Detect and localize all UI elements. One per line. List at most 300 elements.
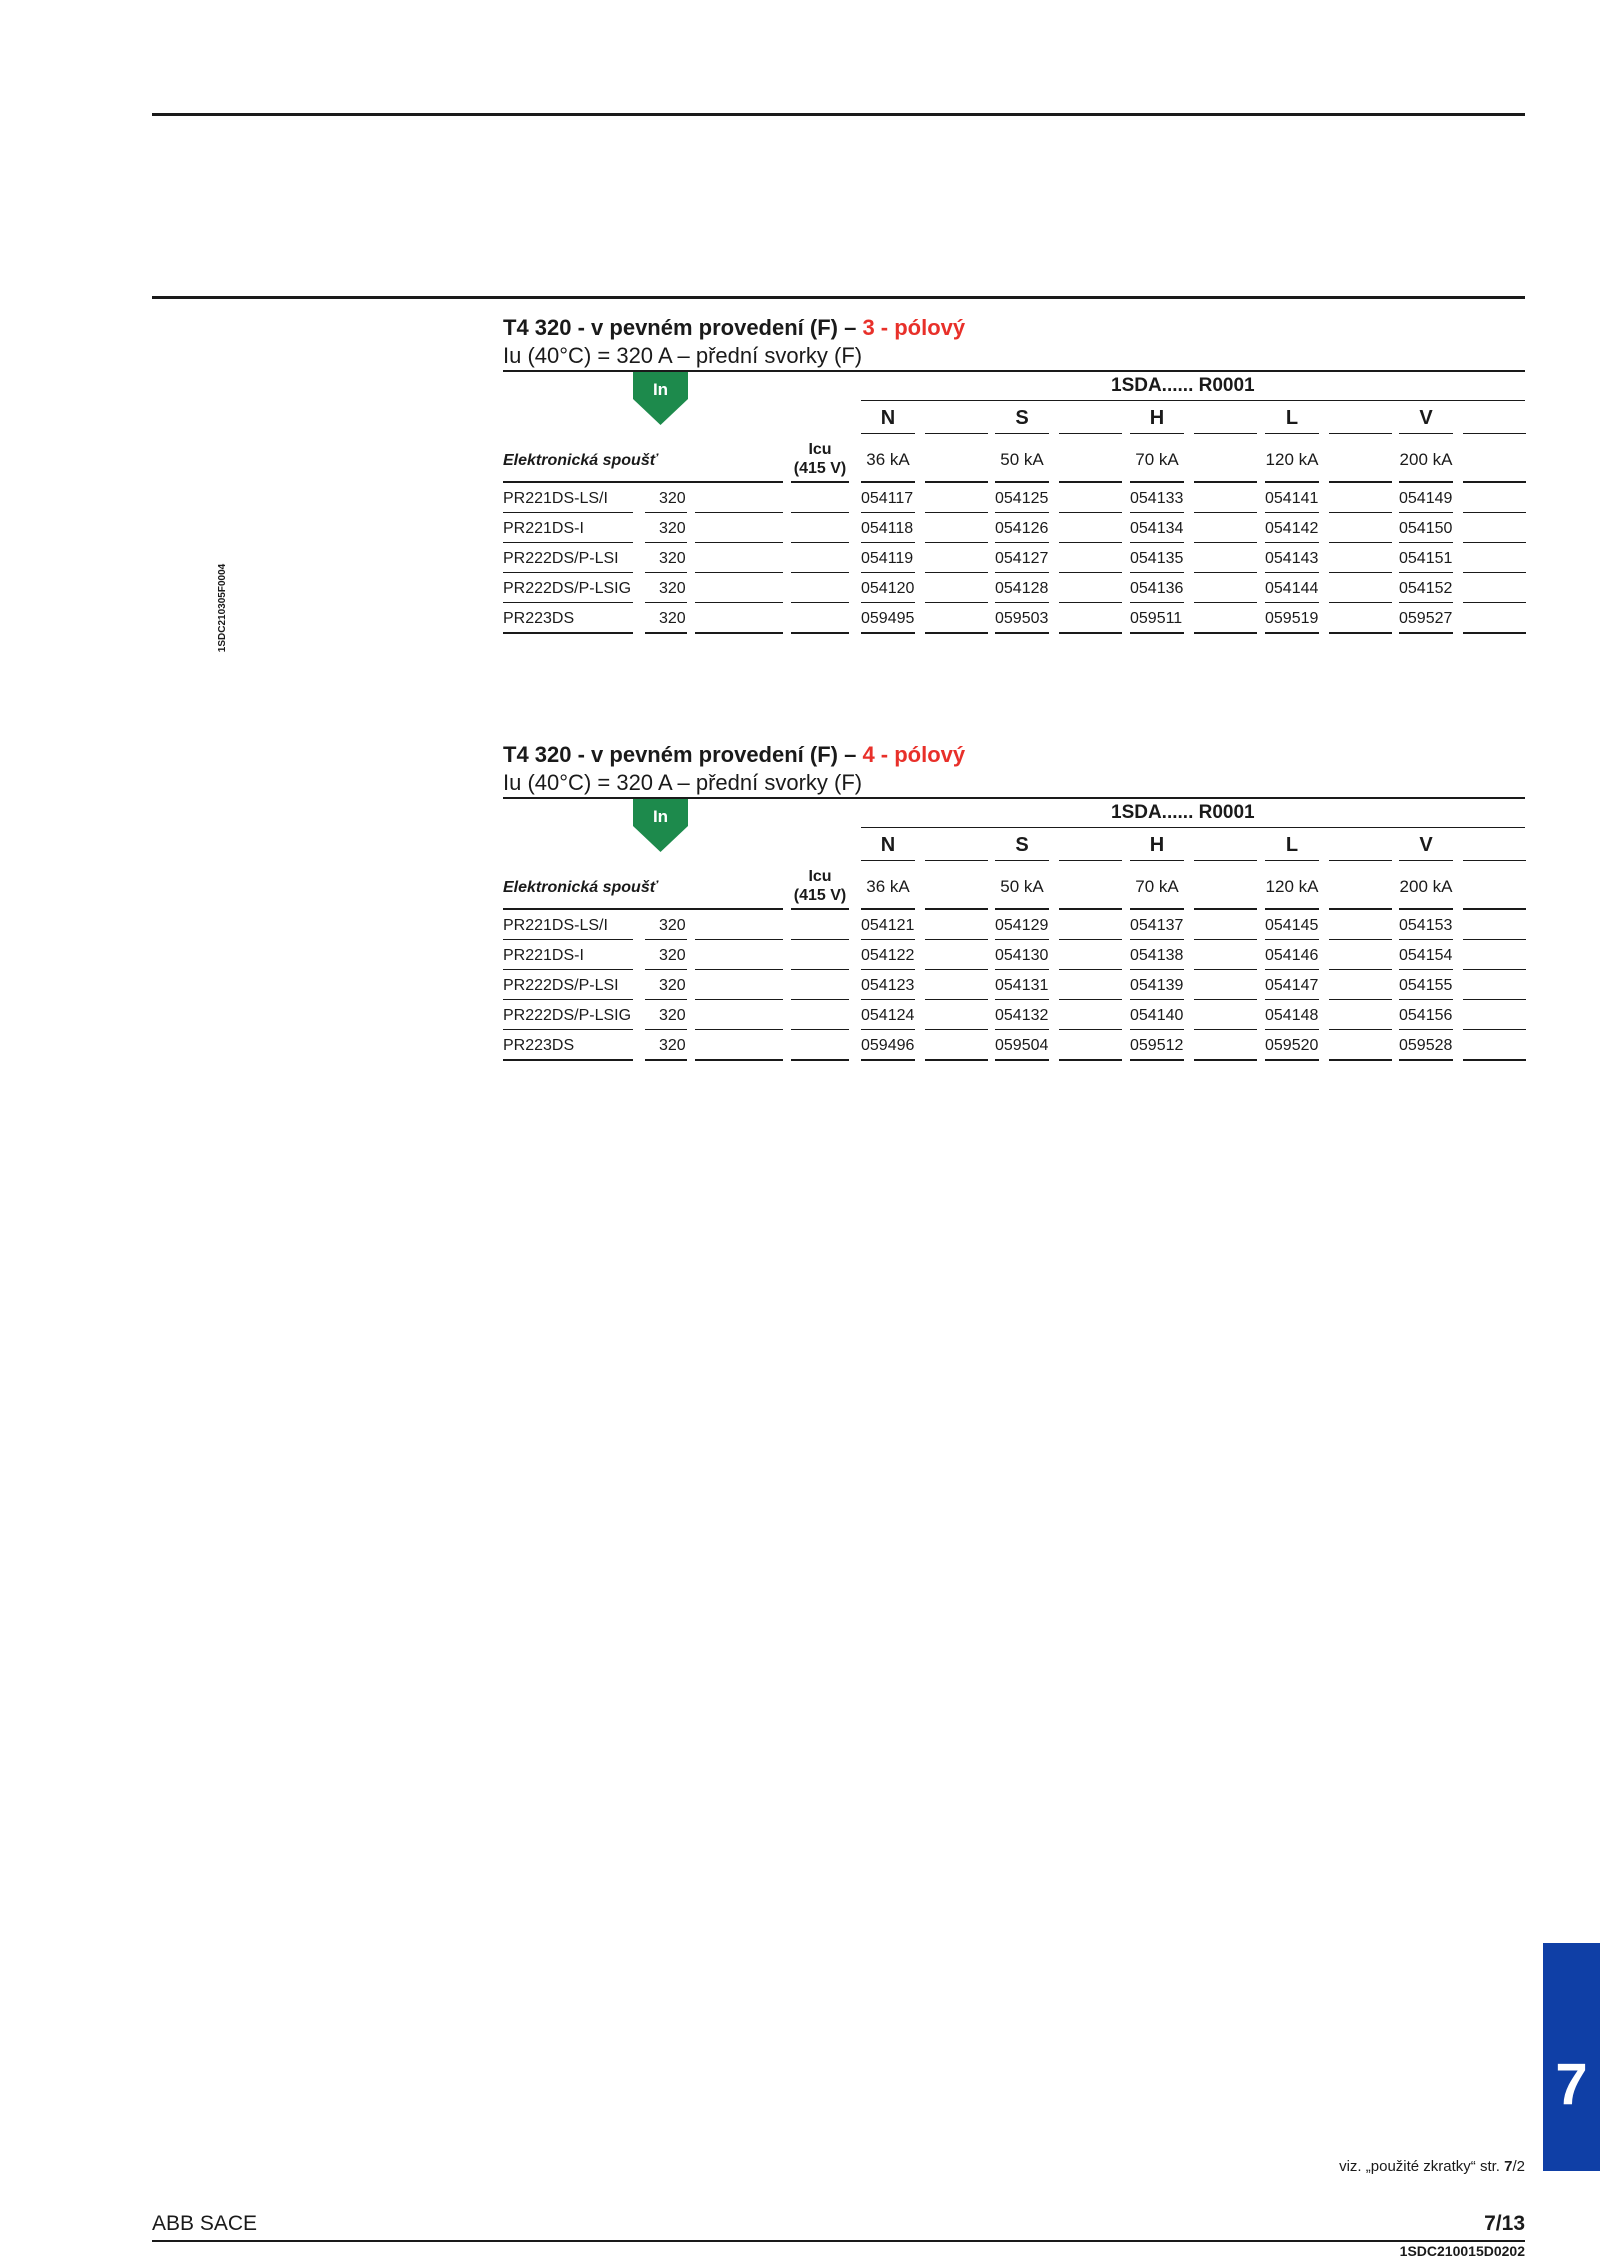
row-underline — [1265, 512, 1319, 513]
row-underline — [1265, 1029, 1319, 1030]
header-underline — [1130, 908, 1184, 910]
trip-unit-name: PR221DS-LS/I — [503, 917, 608, 934]
row-underline — [1059, 602, 1122, 603]
row-underline — [645, 572, 687, 573]
section-title — [503, 314, 1525, 342]
trip-unit-header: Elektronická spoušť — [503, 879, 658, 896]
row-underline — [1399, 969, 1453, 970]
rated-current: 320 — [659, 580, 686, 597]
row-underline — [695, 572, 783, 573]
row-underline — [1329, 572, 1392, 573]
row-underline — [1463, 1059, 1526, 1061]
header-underline — [791, 908, 849, 910]
row-underline — [1463, 1029, 1526, 1030]
ordering-code: 054150 — [1399, 520, 1453, 537]
ordering-code: 054153 — [1399, 917, 1453, 934]
breaking-capacity: 70 kA — [1135, 877, 1179, 896]
icu-header-voltage: (415 V) — [793, 887, 847, 904]
header-underline — [1399, 481, 1453, 483]
version-letter: N — [880, 834, 896, 856]
version-letter: V — [1419, 834, 1433, 856]
row-underline — [995, 1059, 1049, 1061]
row-underline — [925, 602, 988, 603]
breaking-capacity: 70 kA — [1135, 450, 1179, 469]
header-underline — [861, 908, 915, 910]
row-underline — [1194, 1029, 1257, 1030]
ordering-code: 054133 — [1130, 490, 1184, 507]
ordering-code: 054120 — [861, 580, 915, 597]
row-underline — [1130, 1059, 1184, 1061]
breaking-capacity: 50 kA — [1000, 877, 1044, 896]
ordering-code: 054148 — [1265, 1007, 1319, 1024]
row-underline — [1130, 512, 1184, 513]
row-underline — [1194, 542, 1257, 543]
row-underline — [925, 999, 988, 1000]
ordering-code: 054152 — [1399, 580, 1453, 597]
row-underline — [1059, 542, 1122, 543]
trip-unit-name: PR221DS-I — [503, 520, 584, 537]
row-underline — [861, 602, 915, 603]
version-underline — [1130, 860, 1184, 861]
version-underline — [1399, 860, 1453, 861]
row-underline — [1194, 572, 1257, 573]
version-letter: N — [880, 407, 896, 429]
row-underline — [1463, 969, 1526, 970]
version-letter: V — [1419, 407, 1433, 429]
row-underline — [645, 632, 687, 634]
ordering-code: 054126 — [995, 520, 1049, 537]
row-underline — [503, 1029, 633, 1030]
row-underline — [1194, 969, 1257, 970]
row-underline — [645, 1029, 687, 1030]
header-rule — [152, 296, 1525, 299]
ordering-code: 054138 — [1130, 947, 1184, 964]
ordering-code: 054121 — [861, 917, 915, 934]
version-underline — [1265, 860, 1319, 861]
icu-header: Icu — [808, 441, 832, 458]
row-underline — [645, 542, 687, 543]
header-underline — [1265, 908, 1319, 910]
row-underline — [791, 632, 849, 634]
version-letter: L — [1285, 834, 1299, 856]
ordering-code: 054139 — [1130, 977, 1184, 994]
row-underline — [1194, 602, 1257, 603]
row-underline — [1059, 1029, 1122, 1030]
row-underline — [695, 512, 783, 513]
row-underline — [1329, 542, 1392, 543]
ordering-code: 059520 — [1265, 1037, 1319, 1054]
version-underline — [1130, 433, 1184, 434]
row-underline — [791, 969, 849, 970]
version-underline — [1463, 433, 1526, 434]
version-underline — [925, 433, 988, 434]
header-underline — [1329, 481, 1392, 483]
row-underline — [791, 999, 849, 1000]
in-badge — [633, 372, 688, 425]
ordering-code-header: 1SDA...... R0001 — [1111, 375, 1255, 396]
row-underline — [645, 512, 687, 513]
header-underline — [1399, 908, 1453, 910]
row-underline — [1059, 1059, 1122, 1061]
header-underline — [1265, 481, 1319, 483]
header-underline — [995, 481, 1049, 483]
ordering-code: 054137 — [1130, 917, 1184, 934]
row-underline — [791, 1059, 849, 1061]
row-underline — [1265, 602, 1319, 603]
row-underline — [995, 939, 1049, 940]
version-underline — [1463, 860, 1526, 861]
ordering-code: 054143 — [1265, 550, 1319, 567]
ordering-code: 059527 — [1399, 610, 1453, 627]
version-underline — [1059, 433, 1122, 434]
row-underline — [1194, 1059, 1257, 1061]
ordering-code: 054117 — [861, 490, 914, 507]
icu-header: Icu — [808, 868, 832, 885]
row-underline — [1059, 939, 1122, 940]
ordering-code: 054144 — [1265, 580, 1319, 597]
trip-unit-name: PR223DS — [503, 610, 575, 627]
ordering-code: 054119 — [861, 550, 914, 567]
ordering-code-header: 1SDA...... R0001 — [1111, 802, 1255, 823]
section-title-main: T4 320 - v pevném provedení (F) – — [503, 315, 863, 340]
rated-current: 320 — [659, 1007, 686, 1024]
section-4-pole — [503, 741, 1525, 1054]
row-underline — [1059, 969, 1122, 970]
row-underline — [995, 1029, 1049, 1030]
footer-page-number: 7/13 — [1484, 2212, 1525, 2235]
row-underline — [1130, 632, 1184, 634]
version-letter: S — [1015, 834, 1029, 856]
row-underline — [1399, 572, 1453, 573]
row-underline — [861, 1029, 915, 1030]
version-letter: S — [1015, 407, 1029, 429]
icu-header-voltage: (415 V) — [793, 460, 847, 477]
ordering-code: 054125 — [995, 490, 1049, 507]
rated-current: 320 — [659, 490, 686, 507]
row-underline — [1194, 999, 1257, 1000]
row-underline — [503, 999, 633, 1000]
breaking-capacity: 36 kA — [866, 450, 910, 469]
row-underline — [645, 999, 687, 1000]
top-rule — [152, 113, 1525, 116]
row-underline — [925, 542, 988, 543]
row-underline — [503, 969, 633, 970]
row-underline — [1329, 632, 1392, 634]
row-underline — [695, 542, 783, 543]
section-subtitle: Iu (40°C) = 320 A – přední svorky (F) — [503, 770, 863, 795]
row-underline — [1399, 999, 1453, 1000]
section-title-main: T4 320 - v pevném provedení (F) – — [503, 742, 863, 767]
abbreviations-footnote — [1339, 2158, 1525, 2175]
footnote-page: /2 — [1512, 2158, 1525, 2175]
row-underline — [503, 939, 633, 940]
in-badge — [633, 799, 688, 852]
row-underline — [645, 602, 687, 603]
row-underline — [503, 572, 633, 573]
header-underline — [503, 481, 783, 483]
row-underline — [695, 969, 783, 970]
row-underline — [925, 969, 988, 970]
row-underline — [995, 969, 1049, 970]
row-underline — [1463, 939, 1526, 940]
row-underline — [645, 939, 687, 940]
row-underline — [1265, 999, 1319, 1000]
row-underline — [1265, 632, 1319, 634]
ordering-code: 054136 — [1130, 580, 1184, 597]
trip-unit-name: PR222DS/P-LSIG — [503, 580, 632, 597]
section-subtitle: Iu (40°C) = 320 A – přední svorky (F) — [503, 343, 863, 368]
ordering-code: 054128 — [995, 580, 1049, 597]
code-header-rule — [861, 400, 1525, 401]
ordering-code: 054142 — [1265, 520, 1319, 537]
section-3-pole — [503, 314, 1525, 627]
ordering-code: 054130 — [995, 947, 1049, 964]
row-underline — [995, 632, 1049, 634]
row-underline — [925, 939, 988, 940]
row-underline — [1329, 512, 1392, 513]
ordering-code: 054149 — [1399, 490, 1453, 507]
row-underline — [995, 512, 1049, 513]
version-letter: H — [1149, 407, 1165, 429]
rated-current: 320 — [659, 550, 686, 567]
row-underline — [1399, 1059, 1453, 1061]
version-underline — [1329, 860, 1392, 861]
side-document-code: 1SDC210305F0004 — [216, 563, 228, 653]
section-title-poles: 4 - pólový — [862, 742, 966, 767]
row-underline — [791, 602, 849, 603]
row-underline — [1130, 572, 1184, 573]
ordering-code: 059512 — [1130, 1037, 1184, 1054]
ordering-code: 054131 — [995, 977, 1049, 994]
ordering-code: 054124 — [861, 1007, 915, 1024]
rated-current: 320 — [659, 977, 686, 994]
row-underline — [695, 1029, 783, 1030]
ordering-code: 054129 — [995, 917, 1049, 934]
row-underline — [1265, 969, 1319, 970]
trip-unit-name: PR221DS-LS/I — [503, 490, 608, 507]
header-underline — [791, 481, 849, 483]
chapter-tab: 7 — [1543, 1943, 1600, 2171]
row-underline — [925, 512, 988, 513]
row-underline — [503, 512, 633, 513]
version-underline — [1194, 860, 1257, 861]
row-underline — [1329, 602, 1392, 603]
trip-unit-header: Elektronická spoušť — [503, 452, 658, 469]
ordering-code: 054134 — [1130, 520, 1184, 537]
row-underline — [1463, 632, 1526, 634]
row-underline — [925, 1059, 988, 1061]
version-underline — [1059, 860, 1122, 861]
row-underline — [1194, 939, 1257, 940]
rated-current: 320 — [659, 1037, 686, 1054]
row-underline — [695, 632, 783, 634]
row-underline — [925, 632, 988, 634]
row-underline — [1329, 1059, 1392, 1061]
row-underline — [1194, 632, 1257, 634]
ordering-code: 054141 — [1265, 490, 1319, 507]
row-underline — [1130, 602, 1184, 603]
row-underline — [1329, 939, 1392, 940]
row-underline — [1130, 1029, 1184, 1030]
trip-unit-name: PR222DS/P-LSI — [503, 550, 619, 567]
breaking-capacity: 50 kA — [1000, 450, 1044, 469]
header-underline — [1194, 908, 1257, 910]
product-table — [503, 797, 1525, 1067]
row-underline — [861, 512, 915, 513]
row-underline — [1399, 632, 1453, 634]
ordering-code: 054140 — [1130, 1007, 1184, 1024]
version-underline — [995, 433, 1049, 434]
row-underline — [1399, 512, 1453, 513]
row-underline — [861, 632, 915, 634]
version-underline — [1329, 433, 1392, 434]
ordering-code: 054118 — [861, 520, 914, 537]
version-underline — [861, 860, 915, 861]
row-underline — [1194, 512, 1257, 513]
row-underline — [503, 602, 633, 603]
row-underline — [1265, 939, 1319, 940]
ordering-code: 059503 — [995, 610, 1049, 627]
row-underline — [695, 1059, 783, 1061]
header-underline — [1463, 908, 1526, 910]
row-underline — [1059, 572, 1122, 573]
row-underline — [1059, 632, 1122, 634]
row-underline — [1463, 542, 1526, 543]
row-underline — [861, 572, 915, 573]
version-letter: L — [1285, 407, 1299, 429]
row-underline — [695, 602, 783, 603]
rated-current: 320 — [659, 917, 686, 934]
ordering-code: 054123 — [861, 977, 915, 994]
row-underline — [1265, 1059, 1319, 1061]
row-underline — [995, 999, 1049, 1000]
ordering-code: 054155 — [1399, 977, 1453, 994]
row-underline — [861, 999, 915, 1000]
header-underline — [1194, 481, 1257, 483]
ordering-code: 059511 — [1130, 610, 1183, 627]
row-underline — [791, 1029, 849, 1030]
ordering-code: 054147 — [1265, 977, 1319, 994]
trip-unit-name: PR221DS-I — [503, 947, 584, 964]
header-underline — [925, 481, 988, 483]
row-underline — [1130, 542, 1184, 543]
row-underline — [925, 1029, 988, 1030]
breaking-capacity: 200 kA — [1399, 450, 1453, 469]
row-underline — [503, 542, 633, 543]
footnote-text: viz. „použité zkratky“ str. — [1339, 2158, 1505, 2175]
rated-current: 320 — [659, 520, 686, 537]
version-underline — [1265, 433, 1319, 434]
version-underline — [925, 860, 988, 861]
breaking-capacity: 36 kA — [866, 877, 910, 896]
row-underline — [1399, 939, 1453, 940]
row-underline — [645, 1059, 687, 1061]
section-title — [503, 741, 1525, 769]
rated-current: 320 — [659, 610, 686, 627]
breaking-capacity: 200 kA — [1399, 877, 1453, 896]
row-underline — [1463, 602, 1526, 603]
footer-document-code: 1SDC210015D0202 — [1399, 2243, 1525, 2259]
ordering-code: 054132 — [995, 1007, 1049, 1024]
row-underline — [1329, 969, 1392, 970]
version-underline — [861, 433, 915, 434]
header-underline — [995, 908, 1049, 910]
trip-unit-name: PR223DS — [503, 1037, 575, 1054]
ordering-code: 059519 — [1265, 610, 1319, 627]
row-underline — [1265, 572, 1319, 573]
ordering-code: 054127 — [995, 550, 1049, 567]
header-underline — [1130, 481, 1184, 483]
ordering-code: 054156 — [1399, 1007, 1453, 1024]
rated-current: 320 — [659, 947, 686, 964]
row-underline — [995, 602, 1049, 603]
row-underline — [1399, 542, 1453, 543]
footnote-chapter: 7 — [1504, 2158, 1513, 2175]
ordering-code: 059496 — [861, 1037, 915, 1054]
in-badge-label: In — [652, 380, 669, 399]
header-underline — [861, 481, 915, 483]
trip-unit-name: PR222DS/P-LSIG — [503, 1007, 632, 1024]
row-underline — [1329, 1029, 1392, 1030]
ordering-code: 054145 — [1265, 917, 1319, 934]
ordering-code: 059528 — [1399, 1037, 1453, 1054]
in-badge-label: In — [652, 807, 669, 826]
footer-rule — [152, 2240, 1525, 2242]
row-underline — [791, 542, 849, 543]
version-underline — [1399, 433, 1453, 434]
ordering-code: 054135 — [1130, 550, 1184, 567]
header-underline — [1059, 481, 1122, 483]
row-underline — [861, 1059, 915, 1061]
footer-company: ABB SACE — [152, 2212, 258, 2235]
row-underline — [503, 1059, 633, 1061]
header-underline — [1463, 481, 1526, 483]
row-underline — [1463, 999, 1526, 1000]
product-table — [503, 370, 1525, 640]
row-underline — [695, 999, 783, 1000]
section-title-poles: 3 - pólový — [862, 315, 966, 340]
row-underline — [695, 939, 783, 940]
row-underline — [1130, 969, 1184, 970]
row-underline — [645, 969, 687, 970]
row-underline — [861, 969, 915, 970]
breaking-capacity: 120 kA — [1265, 877, 1319, 896]
row-underline — [1059, 512, 1122, 513]
row-underline — [1130, 939, 1184, 940]
row-underline — [861, 939, 915, 940]
row-underline — [1463, 512, 1526, 513]
header-underline — [1059, 908, 1122, 910]
version-letter: H — [1149, 834, 1165, 856]
version-underline — [995, 860, 1049, 861]
ordering-code: 054146 — [1265, 947, 1319, 964]
row-underline — [791, 572, 849, 573]
row-underline — [1399, 602, 1453, 603]
ordering-code: 054151 — [1399, 550, 1453, 567]
trip-unit-name: PR222DS/P-LSI — [503, 977, 619, 994]
header-underline — [503, 908, 783, 910]
ordering-code: 054122 — [861, 947, 915, 964]
row-underline — [1329, 999, 1392, 1000]
breaking-capacity: 120 kA — [1265, 450, 1319, 469]
row-underline — [791, 939, 849, 940]
ordering-code: 059504 — [995, 1037, 1049, 1054]
version-underline — [1194, 433, 1257, 434]
row-underline — [1130, 999, 1184, 1000]
row-underline — [925, 572, 988, 573]
row-underline — [1265, 542, 1319, 543]
row-underline — [503, 632, 633, 634]
